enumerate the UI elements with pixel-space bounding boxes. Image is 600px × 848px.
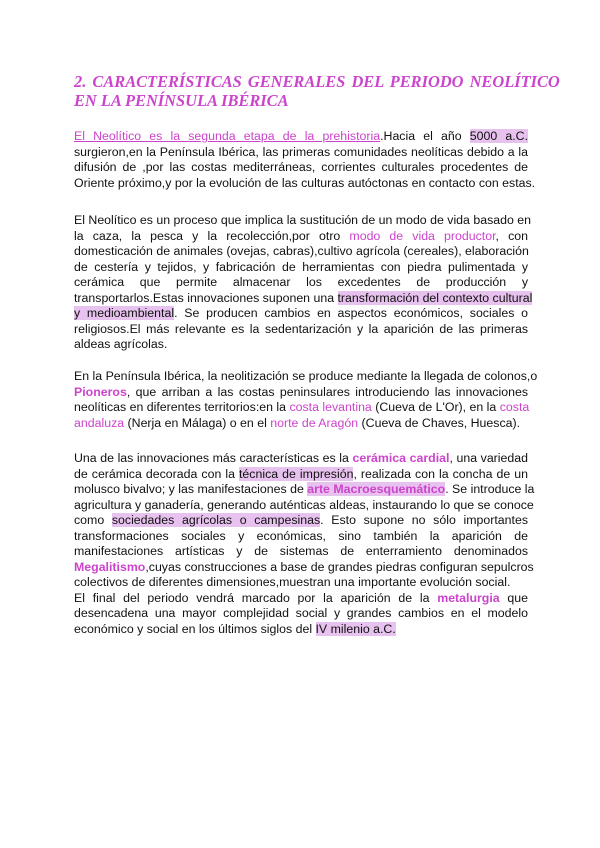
line: agricultura y ganadería, generando auténticas aldeas, instaurando lo que se conoce bbox=[74, 497, 534, 512]
line: surgieron,en la Península Ibérica, las primeras comunidades neolíticas debido a la bbox=[74, 144, 528, 159]
text: . Se producen cambios en aspectos económicos, sociales o bbox=[174, 306, 528, 320]
pink-term: costa bbox=[499, 400, 530, 414]
line bbox=[74, 482, 535, 498]
highlight-term: sociedades agrícolas o campesinas bbox=[111, 513, 321, 527]
line: difusión de ,por las costas mediterráneas, corrientes culturales procedentes de bbox=[74, 160, 528, 174]
text: como bbox=[74, 513, 112, 527]
line: Oriente próximo,y por la evolución de las culturas autóctonas en contacto con estas. bbox=[74, 175, 536, 190]
line bbox=[74, 400, 528, 416]
line: cerámica que permite almacenar los excedentes de producción y bbox=[74, 275, 528, 289]
text: que bbox=[499, 590, 529, 605]
text: , una variedad bbox=[449, 451, 529, 465]
line bbox=[74, 513, 528, 529]
line: colectivos de diferentes dimensiones,muestran una importante evolución social. bbox=[74, 575, 511, 589]
line: aldeas agrícolas. bbox=[74, 337, 168, 351]
line bbox=[74, 451, 528, 467]
line: religiosos.El más relevante es la sedentarización y la aparición de las primeras bbox=[74, 321, 528, 336]
line: transformaciones sociales y económicas, sino también la aparición de bbox=[74, 528, 528, 543]
highlight-term: técnica de impresión bbox=[239, 466, 354, 481]
line bbox=[74, 290, 533, 307]
text: la caza, la pesca y la recolección,por otro bbox=[74, 228, 350, 243]
line bbox=[74, 467, 528, 483]
line bbox=[74, 229, 528, 245]
line: desencadena una mayor complejidad social y grandes cambios en el modelo bbox=[74, 606, 528, 620]
text: (Cueva de L'Or), en la bbox=[371, 400, 500, 414]
bold-term: metalurgia bbox=[437, 590, 500, 605]
line bbox=[74, 416, 528, 432]
line bbox=[74, 129, 528, 145]
text: molusco bivalvo; y las manifestaciones de bbox=[74, 482, 308, 496]
line bbox=[74, 385, 528, 401]
line bbox=[74, 559, 534, 576]
pink-term: modo de vida productor bbox=[349, 228, 496, 243]
bold-term: Megalitismo bbox=[74, 559, 146, 574]
prehistoria-link[interactable]: El Neolítico es la segunda etapa de la prehistoria bbox=[74, 129, 381, 143]
text: El final del periodo vendrá marcado por la aparición de la bbox=[74, 590, 438, 605]
text: (Nerja en Málaga) o en el bbox=[124, 415, 271, 430]
pink-term: norte de Aragón bbox=[270, 415, 359, 430]
paragraph-4 bbox=[74, 451, 535, 637]
text: . Se introduce la bbox=[445, 482, 535, 496]
heading-line-1: 2. CARACTERÍSTICAS GENERALES DEL PERIODO NEOLÍTICO bbox=[74, 72, 560, 91]
bold-term: Pioneros bbox=[74, 384, 127, 399]
line bbox=[74, 591, 528, 607]
text: económico y social en los últimos siglos del bbox=[74, 621, 316, 636]
heading-line-2: EN LA PENÍNSULA IBÉRICA bbox=[74, 91, 289, 110]
text: , realizada con la concha de un bbox=[353, 466, 528, 481]
section-heading bbox=[74, 72, 560, 110]
text: ,cuyas construcciones a base de grandes piedras configuran sepulcros bbox=[145, 559, 534, 574]
line: manifestaciones artísticas y de sistemas de enterramiento denominados bbox=[74, 544, 528, 558]
highlight-term: transformación del contexto cultural bbox=[337, 290, 533, 305]
text: , que arriban a las costas peninsulares introduciendo las innovaciones bbox=[126, 384, 528, 399]
pink-term: costa levantina bbox=[289, 400, 372, 414]
line: En la Península Ibérica, la neolitización se produce mediante la llegada de colonos,o bbox=[74, 369, 538, 383]
bold-highlight-term: arte Macroesquemático bbox=[307, 482, 446, 496]
paragraph-2 bbox=[74, 213, 533, 353]
text: transportarlos.Estas innovaciones suponen una bbox=[74, 290, 338, 305]
line bbox=[74, 622, 528, 638]
line bbox=[74, 306, 528, 322]
line: domesticación de animales (ovejas, cabras),cultivo agrícola (cereales), elaboración bbox=[74, 244, 529, 258]
text: neolíticas en diferentes territorios:en la bbox=[74, 400, 290, 414]
line: de cestería y tejidos, y fabricación de herramientas con piedra pulimentada y bbox=[74, 259, 528, 274]
text: de cerámica decorada con la bbox=[74, 466, 239, 481]
highlight-date: 5000 a.C. bbox=[469, 129, 529, 143]
text: , con bbox=[495, 228, 528, 243]
highlight-term: y medioambiental bbox=[74, 306, 175, 320]
text: . Esto supone no sólo importantes bbox=[320, 513, 528, 527]
highlight-term: IV milenio a.C. bbox=[315, 621, 396, 636]
pink-term: andaluza bbox=[74, 415, 125, 430]
text: .Hacia el año bbox=[380, 129, 470, 143]
line: El Neolítico es un proceso que implica la sustitución de un modo de vida basado en bbox=[74, 213, 531, 227]
bold-term: cerámica cardial bbox=[352, 451, 450, 465]
text: (Cueva de Chaves, Huesca). bbox=[358, 415, 521, 430]
paragraph-1 bbox=[74, 129, 536, 191]
paragraph-3 bbox=[74, 369, 538, 431]
text: Una de las innovaciones más características es la bbox=[74, 451, 353, 465]
